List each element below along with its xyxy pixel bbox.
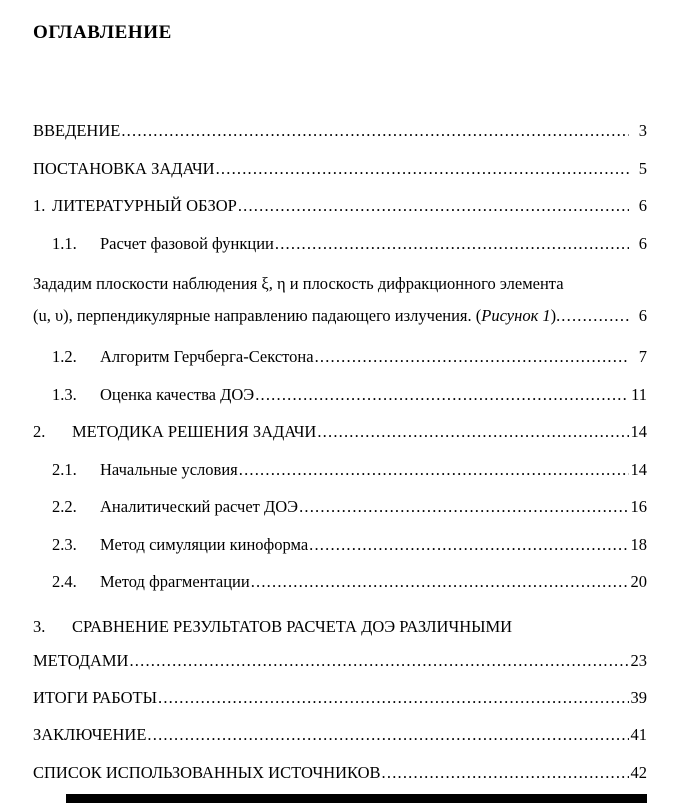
toc-entry-chapter-1 — [33, 187, 647, 225]
toc-entry-1-2 — [33, 338, 647, 376]
toc-entry-number: 1.2. — [52, 347, 77, 366]
dot-leader — [147, 716, 628, 754]
toc-page-number: 16 — [630, 497, 647, 516]
toc-entry-results — [33, 679, 647, 717]
dot-leader — [255, 376, 629, 414]
toc-entry-text: Метод фрагментации — [100, 572, 250, 591]
toc-page-number: 6 — [638, 196, 647, 215]
dot-leader — [121, 112, 629, 150]
toc-page-number: 14 — [630, 459, 647, 479]
toc-entry-text: ЛИТЕРАТУРНЫЙ ОБЗОР — [52, 196, 237, 215]
toc-entry-text: МЕТОДАМИ — [33, 650, 129, 670]
dot-leader — [315, 338, 629, 376]
toc-entry-line-2 — [33, 644, 647, 678]
dot-leader — [238, 187, 629, 225]
toc-page-number: 5 — [638, 158, 647, 178]
toc-entry-text: Алгоритм Герчберга-Секстона — [100, 347, 314, 366]
toc-entry-problem-statement — [33, 150, 647, 188]
dot-leader — [216, 150, 629, 188]
toc-page-number: 39 — [630, 687, 647, 707]
partial-next-content-bar — [66, 794, 647, 803]
toc-entry-number: 2.2. — [52, 497, 77, 516]
toc-page-number: 18 — [630, 534, 647, 554]
toc-entry-text: ВВЕДЕНИЕ — [33, 121, 121, 140]
toc-entry-2-2 — [33, 488, 647, 526]
toc-entry-paragraph — [33, 262, 647, 338]
toc-page-number: 14 — [630, 422, 647, 441]
dot-leader — [299, 488, 628, 526]
toc-entry-chapter-3 — [33, 601, 647, 679]
toc-entry-text: ИТОГИ РАБОТЫ — [33, 687, 157, 707]
dot-leader — [309, 526, 628, 564]
paragraph-line-2 — [33, 300, 647, 332]
toc-entry-text: Метод симуляции киноформа — [100, 534, 309, 554]
toc-entry-line-1 — [33, 610, 647, 644]
toc-page-number: 6 — [638, 306, 647, 325]
toc-entry-text: МЕТОДИКА РЕШЕНИЯ ЗАДАЧИ — [72, 422, 317, 441]
paragraph-text: (u, υ), перпендикулярные направлению падающего излучения. ( — [33, 306, 482, 325]
toc-entry-introduction — [33, 112, 647, 150]
toc-page-number: 23 — [630, 650, 647, 670]
toc-page-number: 7 — [638, 347, 647, 366]
toc-entry-2-3 — [33, 526, 647, 564]
toc-entry-references — [33, 754, 647, 792]
dot-leader — [561, 300, 629, 332]
toc-page-number: 6 — [638, 233, 647, 253]
toc-entry-1-1 — [33, 225, 647, 263]
dot-leader — [382, 754, 629, 792]
table-of-contents — [33, 112, 647, 791]
toc-entry-text: Аналитический расчет ДОЭ — [100, 497, 299, 516]
toc-entry-number: 3. — [33, 616, 46, 636]
dot-leader — [275, 225, 629, 263]
page-title: ОГЛАВЛЕНИЕ — [33, 22, 172, 43]
dot-leader — [251, 563, 629, 601]
toc-entry-text: Расчет фазовой функции — [100, 233, 274, 253]
paragraph-line-1: Зададим плоскости наблюдения ξ, η и плоскость дифракционного элемента — [33, 274, 564, 293]
toc-entry-text: СРАВНЕНИЕ РЕЗУЛЬТАТОВ РАСЧЕТА ДОЭ РАЗЛИЧНЫМИ — [72, 616, 513, 636]
toc-entry-text: СПИСОК ИСПОЛЬЗОВАННЫХ ИСТОЧНИКОВ — [33, 762, 381, 782]
toc-entry-number: 1. — [33, 196, 46, 215]
toc-page-number: 42 — [630, 762, 647, 782]
toc-entry-chapter-2 — [33, 413, 647, 451]
toc-page-number: 11 — [631, 384, 647, 404]
toc-entry-text: ПОСТАНОВКА ЗАДАЧИ — [33, 158, 215, 178]
toc-entry-number: 2. — [33, 422, 46, 441]
toc-page-number: 3 — [638, 121, 647, 140]
toc-entry-number: 1.1. — [52, 233, 77, 253]
toc-entry-number: 2.4. — [52, 572, 77, 591]
toc-entry-number: 1.3. — [52, 384, 77, 404]
toc-page-number: 20 — [630, 572, 647, 591]
toc-entry-2-4 — [33, 563, 647, 601]
toc-entry-text: Начальные условия — [100, 459, 238, 479]
dot-leader — [317, 413, 628, 451]
toc-entry-text: Оценка качества ДОЭ — [100, 384, 255, 404]
toc-page-number: 41 — [630, 725, 647, 744]
toc-entry-number: 2.1. — [52, 459, 77, 479]
dot-leader — [129, 644, 628, 678]
toc-entry-2-1 — [33, 451, 647, 489]
dot-leader — [239, 451, 629, 489]
dot-leader — [158, 679, 629, 717]
toc-entry-conclusion — [33, 716, 647, 754]
toc-entry-number: 2.3. — [52, 534, 77, 554]
toc-entry-1-3 — [33, 376, 647, 414]
toc-entry-text: ЗАКЛЮЧЕНИЕ — [33, 725, 147, 744]
paragraph-text: ). — [550, 306, 561, 325]
figure-reference: Рисунок 1 — [481, 306, 551, 325]
